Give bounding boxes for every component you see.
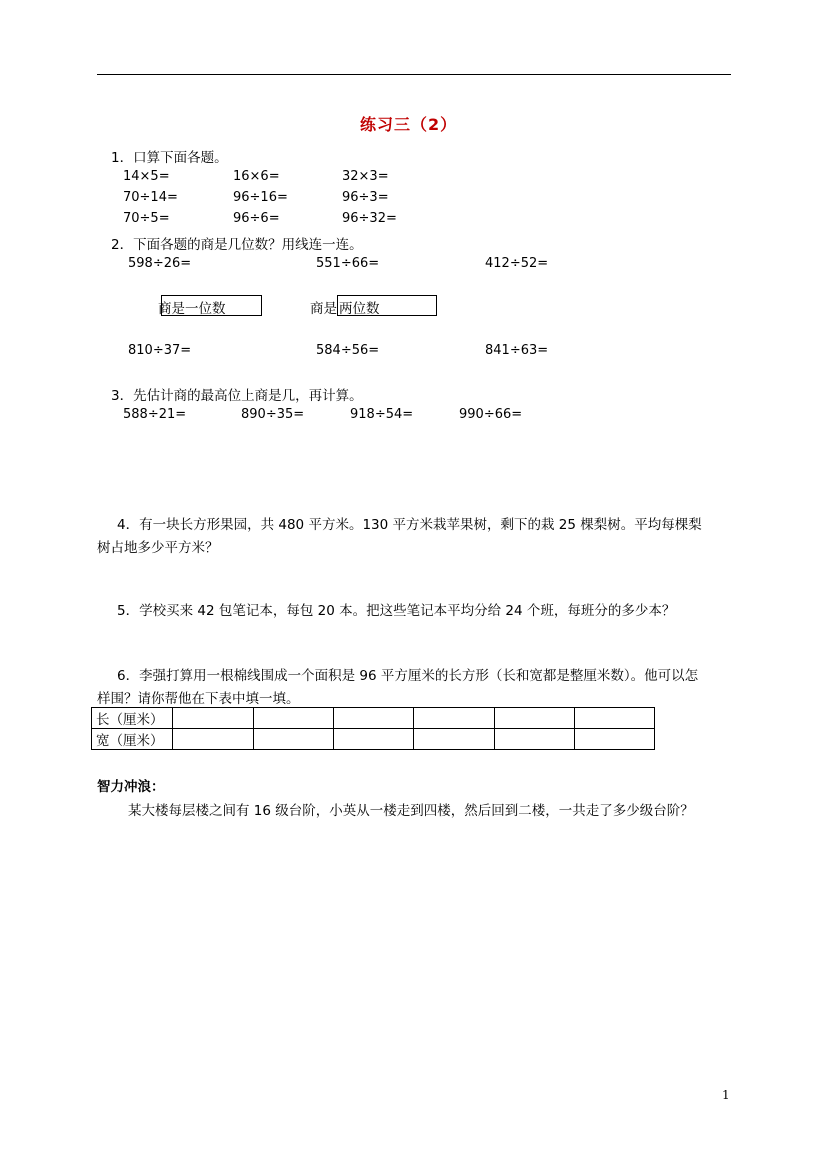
q1-item: 70÷5= [123,211,170,226]
table-cell[interactable] [173,729,254,750]
table-cell[interactable] [575,708,655,729]
q1-item: 32×3= [342,169,389,184]
table-row [92,708,655,729]
table-cell[interactable] [334,729,414,750]
q1-item: 96÷3= [342,190,389,205]
q1-item: 16×6= [233,169,280,184]
row-label-length: 长（厘米） [92,708,173,729]
table-row [92,729,655,750]
q1-item: 70÷14= [123,190,178,205]
table-cell[interactable] [254,708,334,729]
q6-line1: 6．李强打算用一根棉线围成一个面积是 96 平方厘米的长方形（长和宽都是整厘米数）。他可以怎 [117,668,699,684]
header-rule [97,74,731,75]
q4-line1: 4．有一块长方形果园，共 480 平方米。130 平方米栽苹果树，剩下的栽 25 棵梨树。平均每棵梨 [117,517,702,533]
table-cell[interactable] [173,708,254,729]
q3-item: 588÷21= [123,407,187,422]
q2-bottom-item: 841÷63= [485,343,549,358]
q1-item: 96÷6= [233,211,280,226]
q3-item: 890÷35= [241,407,305,422]
two-digit-prefix: 商是 [310,301,337,317]
q2-top-item: 551÷66= [316,256,380,271]
table-cell[interactable] [414,729,495,750]
q1-item: 96÷32= [342,211,397,226]
one-digit-label: 商是一位数 [158,301,226,317]
q3-item: 918÷54= [350,407,414,422]
q3-item: 990÷66= [459,407,523,422]
q2-top-item: 412÷52= [485,256,549,271]
table-cell[interactable] [414,708,495,729]
q1-label: 1．口算下面各题。 [111,150,228,166]
q2-label: 2．下面各题的商是几位数？用线连一连。 [111,237,363,253]
q2-top-item: 598÷26= [128,256,192,271]
dimension-table [91,707,655,750]
row-label-width: 宽（厘米） [92,729,173,750]
q1-item: 96÷16= [233,190,288,205]
table-cell[interactable] [495,729,575,750]
q2-bottom-item: 584÷56= [316,343,380,358]
table-cell[interactable] [334,708,414,729]
two-digit-label: 两位数 [339,301,380,317]
q3-label: 3．先估计商的最高位上商是几，再计算。 [111,388,363,404]
q5-line1: 5．学校买来 42 包笔记本，每包 20 本。把这些笔记本平均分给 24 个班，每班分的多少本？ [117,603,676,619]
q2-bottom-item: 810÷37= [128,343,192,358]
page-number: 1 [722,1088,730,1102]
q6-line2: 样围？请你帮他在下表中填一填。 [97,691,300,707]
q1-item: 14×5= [123,169,170,184]
bonus-text: 某大楼每层楼之间有 16 级台阶，小英从一楼走到四楼，然后回到二楼，一共走了多少级台阶？ [128,803,694,819]
table-cell[interactable] [254,729,334,750]
table-cell[interactable] [495,708,575,729]
bonus-heading: 智力冲浪： [97,779,165,795]
q4-line2: 树占地多少平方米？ [97,540,219,556]
table-cell[interactable] [575,729,655,750]
page-title: 练习三（2） [360,115,458,134]
